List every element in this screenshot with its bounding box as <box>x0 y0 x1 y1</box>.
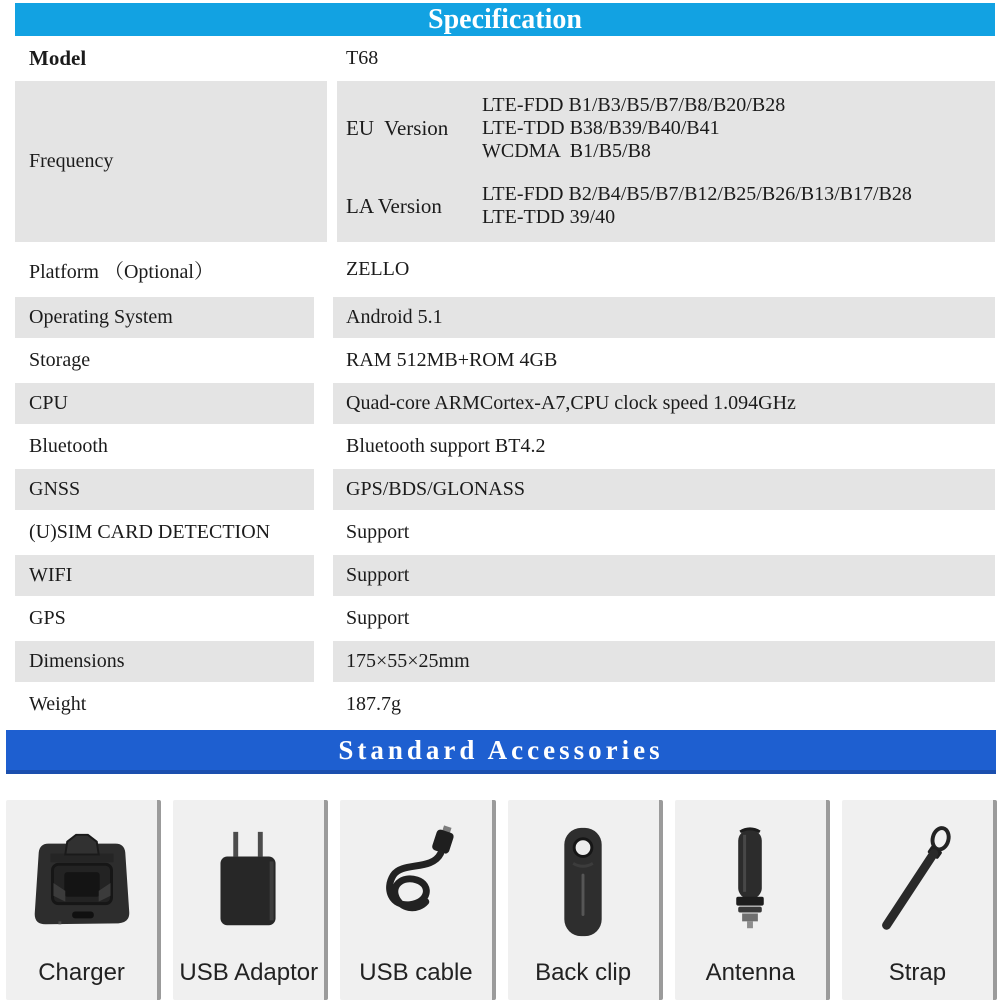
accessory-icon-slot <box>858 800 976 959</box>
spec-value: GPS/BDS/GLONASS <box>333 469 995 510</box>
spec-sheet-page <box>0 3 1000 1003</box>
spec-label: GPS <box>29 607 66 629</box>
frequency-band-lines <box>482 94 785 163</box>
accessories-title: Standard Accessories <box>338 735 664 765</box>
spec-label: Platform （Optional） <box>29 261 214 283</box>
spec-table <box>15 36 995 727</box>
spec-row <box>15 641 995 682</box>
spec-label: (U)SIM CARD DETECTION <box>29 521 271 543</box>
frequency-version-label: LA Version <box>346 193 442 218</box>
spec-row <box>15 682 995 727</box>
frequency-band-lines <box>482 183 912 229</box>
specification-title: Specification <box>428 4 582 35</box>
spec-row <box>15 383 995 424</box>
column-gutter <box>314 510 333 555</box>
frequency-band-line: WCDMA B1/B5/B8 <box>482 140 651 162</box>
accessory-label: USB Adaptor <box>179 959 319 986</box>
spec-row <box>15 469 995 510</box>
frequency-version-label: EU Version <box>346 116 449 140</box>
accessory-card <box>508 800 663 1000</box>
column-gutter <box>327 81 337 242</box>
spec-label: Storage <box>29 349 91 371</box>
accessory-icon-slot <box>190 800 308 959</box>
accessory-icon-slot <box>357 800 475 959</box>
accessory-label: Antenna <box>705 959 795 986</box>
spec-label: Operating System <box>15 297 314 338</box>
column-gutter <box>314 555 333 596</box>
charger-icon <box>23 820 141 946</box>
spec-row <box>15 297 995 338</box>
spec-value: ZELLO <box>346 258 410 280</box>
accessory-card <box>340 800 495 1000</box>
accessory-label: Strap <box>888 959 947 986</box>
frequency-band-line: LTE-TDD 39/40 <box>482 206 616 228</box>
accessories-row <box>0 800 1000 1000</box>
usb-adaptor-icon <box>190 820 308 946</box>
accessory-card <box>842 800 997 1000</box>
spec-row <box>15 242 995 297</box>
frequency-value-cell <box>337 81 995 242</box>
spec-label: Bluetooth <box>29 435 108 457</box>
spec-value: Support <box>333 555 995 596</box>
spec-value: 175×55×25mm <box>333 641 995 682</box>
accessory-label: Charger <box>38 959 125 986</box>
accessory-icon-slot <box>524 800 642 959</box>
spec-row <box>15 596 995 641</box>
frequency-band-line: LTE-FDD B2/B4/B5/B7/B12/B25/B26/B13/B17/B28 <box>482 183 912 205</box>
spec-value: Support <box>346 607 410 629</box>
specification-banner <box>15 3 995 36</box>
column-gutter <box>314 641 333 682</box>
frequency-band-line: LTE-FDD B1/B3/B5/B7/B8/B20/B28 <box>482 94 786 116</box>
frequency-group <box>346 183 995 229</box>
accessory-icon-slot <box>23 800 141 959</box>
accessory-card <box>675 800 830 1000</box>
strap-icon <box>858 820 976 946</box>
spec-value: Support <box>346 521 410 543</box>
spec-value: RAM 512MB+ROM 4GB <box>346 349 558 371</box>
frequency-band-line: LTE-TDD B38/B39/B40/B41 <box>482 117 720 139</box>
spec-row <box>15 555 995 596</box>
spec-label: GNSS <box>15 469 314 510</box>
column-gutter <box>314 242 333 297</box>
frequency-group <box>346 94 995 163</box>
spec-row <box>15 338 995 383</box>
column-gutter <box>314 338 333 383</box>
back-clip-icon <box>524 820 642 946</box>
column-gutter <box>314 383 333 424</box>
spec-value: Bluetooth support BT4.2 <box>346 435 546 457</box>
spec-row <box>15 424 995 469</box>
spec-label: CPU <box>15 383 314 424</box>
spec-label: Weight <box>29 693 87 715</box>
usb-cable-icon <box>357 820 475 946</box>
column-gutter <box>314 424 333 469</box>
accessory-card <box>6 800 161 1000</box>
column-gutter <box>314 682 333 727</box>
spec-row <box>15 36 995 81</box>
column-gutter <box>314 297 333 338</box>
spec-value: Android 5.1 <box>333 297 995 338</box>
accessory-label: Back clip <box>535 959 632 986</box>
spec-value: 187.7g <box>346 693 401 715</box>
accessory-label: USB cable <box>359 959 473 986</box>
column-gutter <box>314 596 333 641</box>
spec-label: WIFI <box>15 555 314 596</box>
spec-value: Quad-core ARMCortex-A7,CPU clock speed 1.094GHz <box>333 383 995 424</box>
antenna-icon <box>691 820 809 946</box>
column-gutter <box>314 469 333 510</box>
spec-row <box>15 510 995 555</box>
spec-label: Dimensions <box>15 641 314 682</box>
spec-label: Model <box>29 46 87 70</box>
spec-row-frequency <box>15 81 995 242</box>
spec-value: T68 <box>346 47 379 69</box>
accessory-icon-slot <box>691 800 809 959</box>
accessory-card <box>173 800 328 1000</box>
spec-label: Frequency <box>15 81 327 242</box>
column-gutter <box>314 36 333 81</box>
accessories-banner <box>6 730 996 774</box>
